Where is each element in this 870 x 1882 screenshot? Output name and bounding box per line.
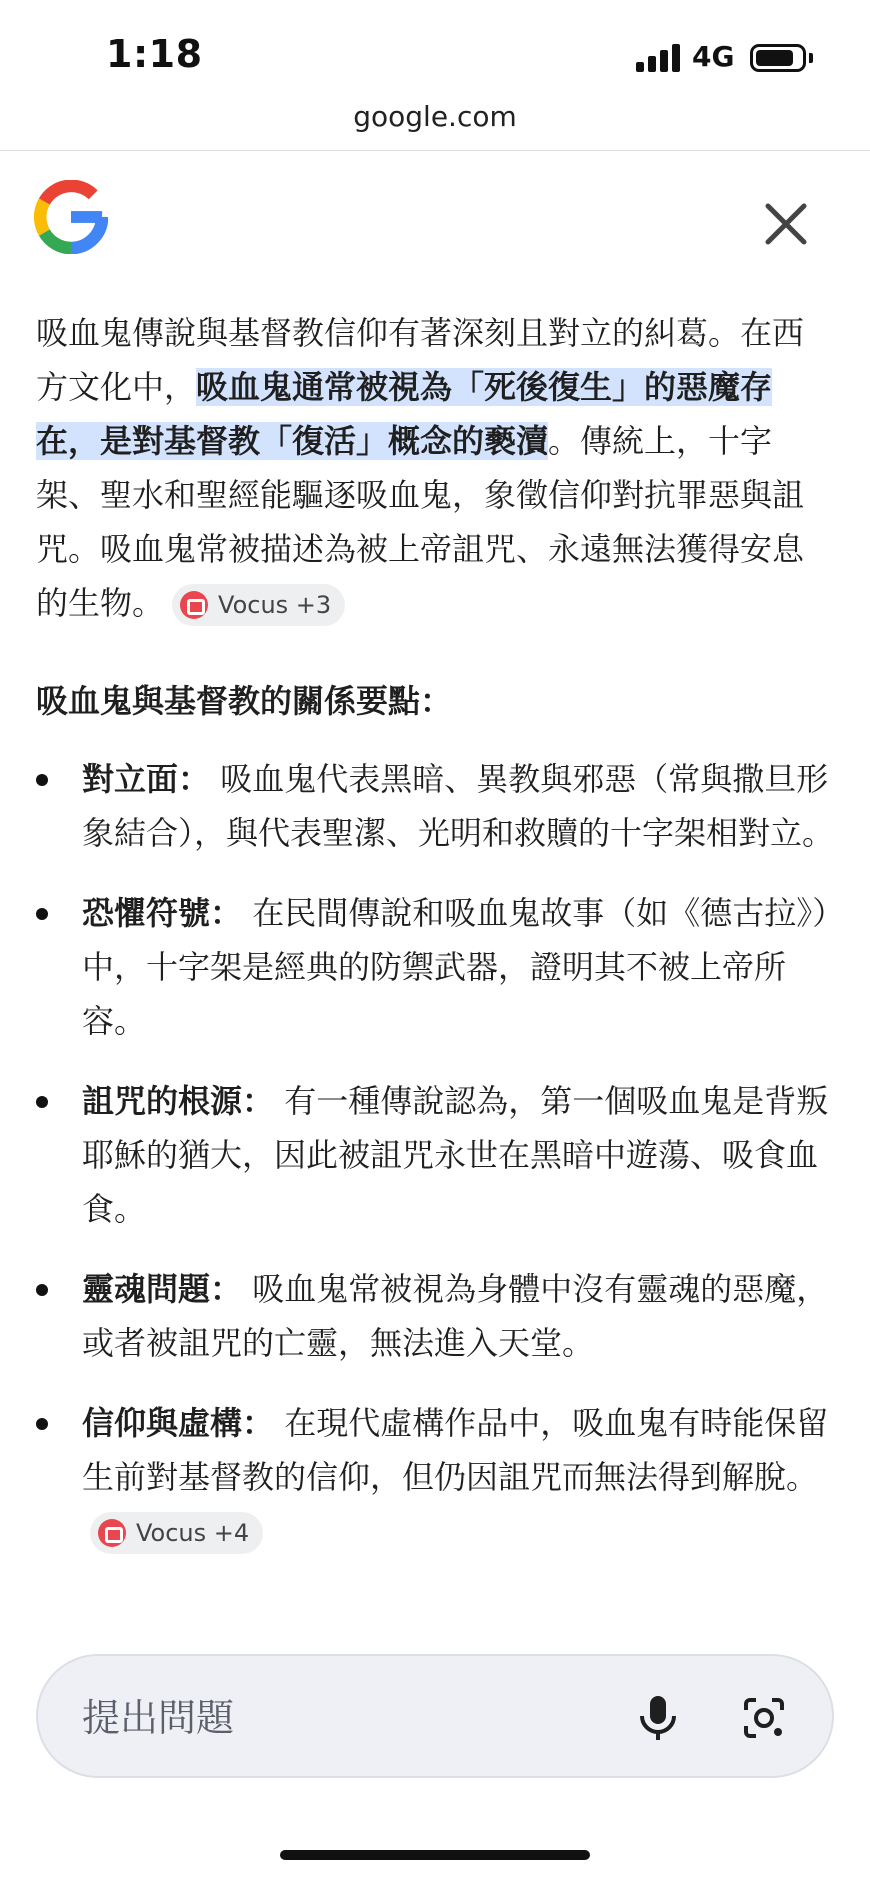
status-bar [0,0,870,100]
list-item [36,1074,834,1236]
signal-icon [636,44,680,72]
divider [0,150,870,151]
bullet-term: 詛咒的根源： [82,1082,275,1120]
intro-paragraph [36,306,834,630]
source-chip[interactable] [172,584,345,626]
bullet-list [36,752,834,1558]
battery-level [756,50,793,66]
bullet-term: 對立面： [82,760,211,798]
list-item [36,1396,834,1558]
source-chip[interactable] [90,1512,263,1554]
bullet-text: 有一種傳說認為，第一個吸血鬼是背叛耶穌的猶大，因此被詛咒永世在黑暗中遊蕩、吸食血食。 [82,1082,829,1228]
mic-icon[interactable] [632,1692,684,1744]
list-item [36,1262,834,1370]
vocus-icon [180,591,208,619]
google-lens-icon[interactable] [738,1692,790,1744]
bullet-dot [36,774,48,786]
bullet-text: 吸血鬼常被視為身體中沒有靈魂的惡魔，或者被詛咒的亡靈，無法進入天堂。 [82,1270,829,1362]
ask-input[interactable] [82,1690,602,1746]
intro-text-after: 。傳統上，十字架、聖水和聖經能驅逐吸血鬼，象徵信仰對抗罪惡與詛咒。吸血鬼常被描述為被上帝詛咒、永遠無法獲得安息的生物。 [36,422,805,622]
bullet-text: 在民間傳說和吸血鬼故事（如《德古拉》）中，十字架是經典的防禦武器，證明其不被上帝所容。 [82,894,829,1040]
list-item [36,886,834,1048]
bullet-dot [36,1096,48,1108]
intro-text-before: 吸血鬼傳說與基督教信仰有著深刻且對立的糾葛。在西方文化中， [36,314,805,406]
bullet-dot [36,1418,48,1430]
bullet-term: 信仰與虛構： [82,1404,275,1442]
bullet-term: 恐懼符號： [82,894,243,932]
google-g-icon [34,180,108,254]
vocus-icon [98,1519,126,1547]
ask-bar [36,1654,834,1778]
network-type: 4G [692,40,735,73]
battery-icon [750,44,806,72]
status-time: 1:18 [106,32,203,76]
source-chip-label: Vocus +3 [218,591,332,619]
ai-overview-content [36,306,834,1584]
bullet-dot [36,908,48,920]
battery-tip [809,53,813,63]
list-item [36,752,834,860]
home-indicator [280,1850,590,1860]
section-title: 吸血鬼與基督教的關係要點： [36,682,453,720]
bullet-dot [36,1284,48,1296]
source-chip-label: Vocus +4 [136,1519,250,1547]
bullet-text: 吸血鬼代表黑暗、異教與邪惡（常與撒旦形象結合），與代表聖潔、光明和救贖的十字架相對立。 [82,760,835,852]
bullet-term: 靈魂問題： [82,1270,243,1308]
bullet-text: 在現代虛構作品中，吸血鬼有時能保留生前對基督教的信仰，但仍因詛咒而無法得到解脫。 [82,1404,829,1496]
url-bar[interactable]: google.com [353,100,517,133]
highlighted-text: 吸血鬼通常被視為「死後復生」的惡魔存在，是對基督教「復活」概念的褻瀆 [36,368,773,460]
close-icon[interactable] [758,196,814,252]
